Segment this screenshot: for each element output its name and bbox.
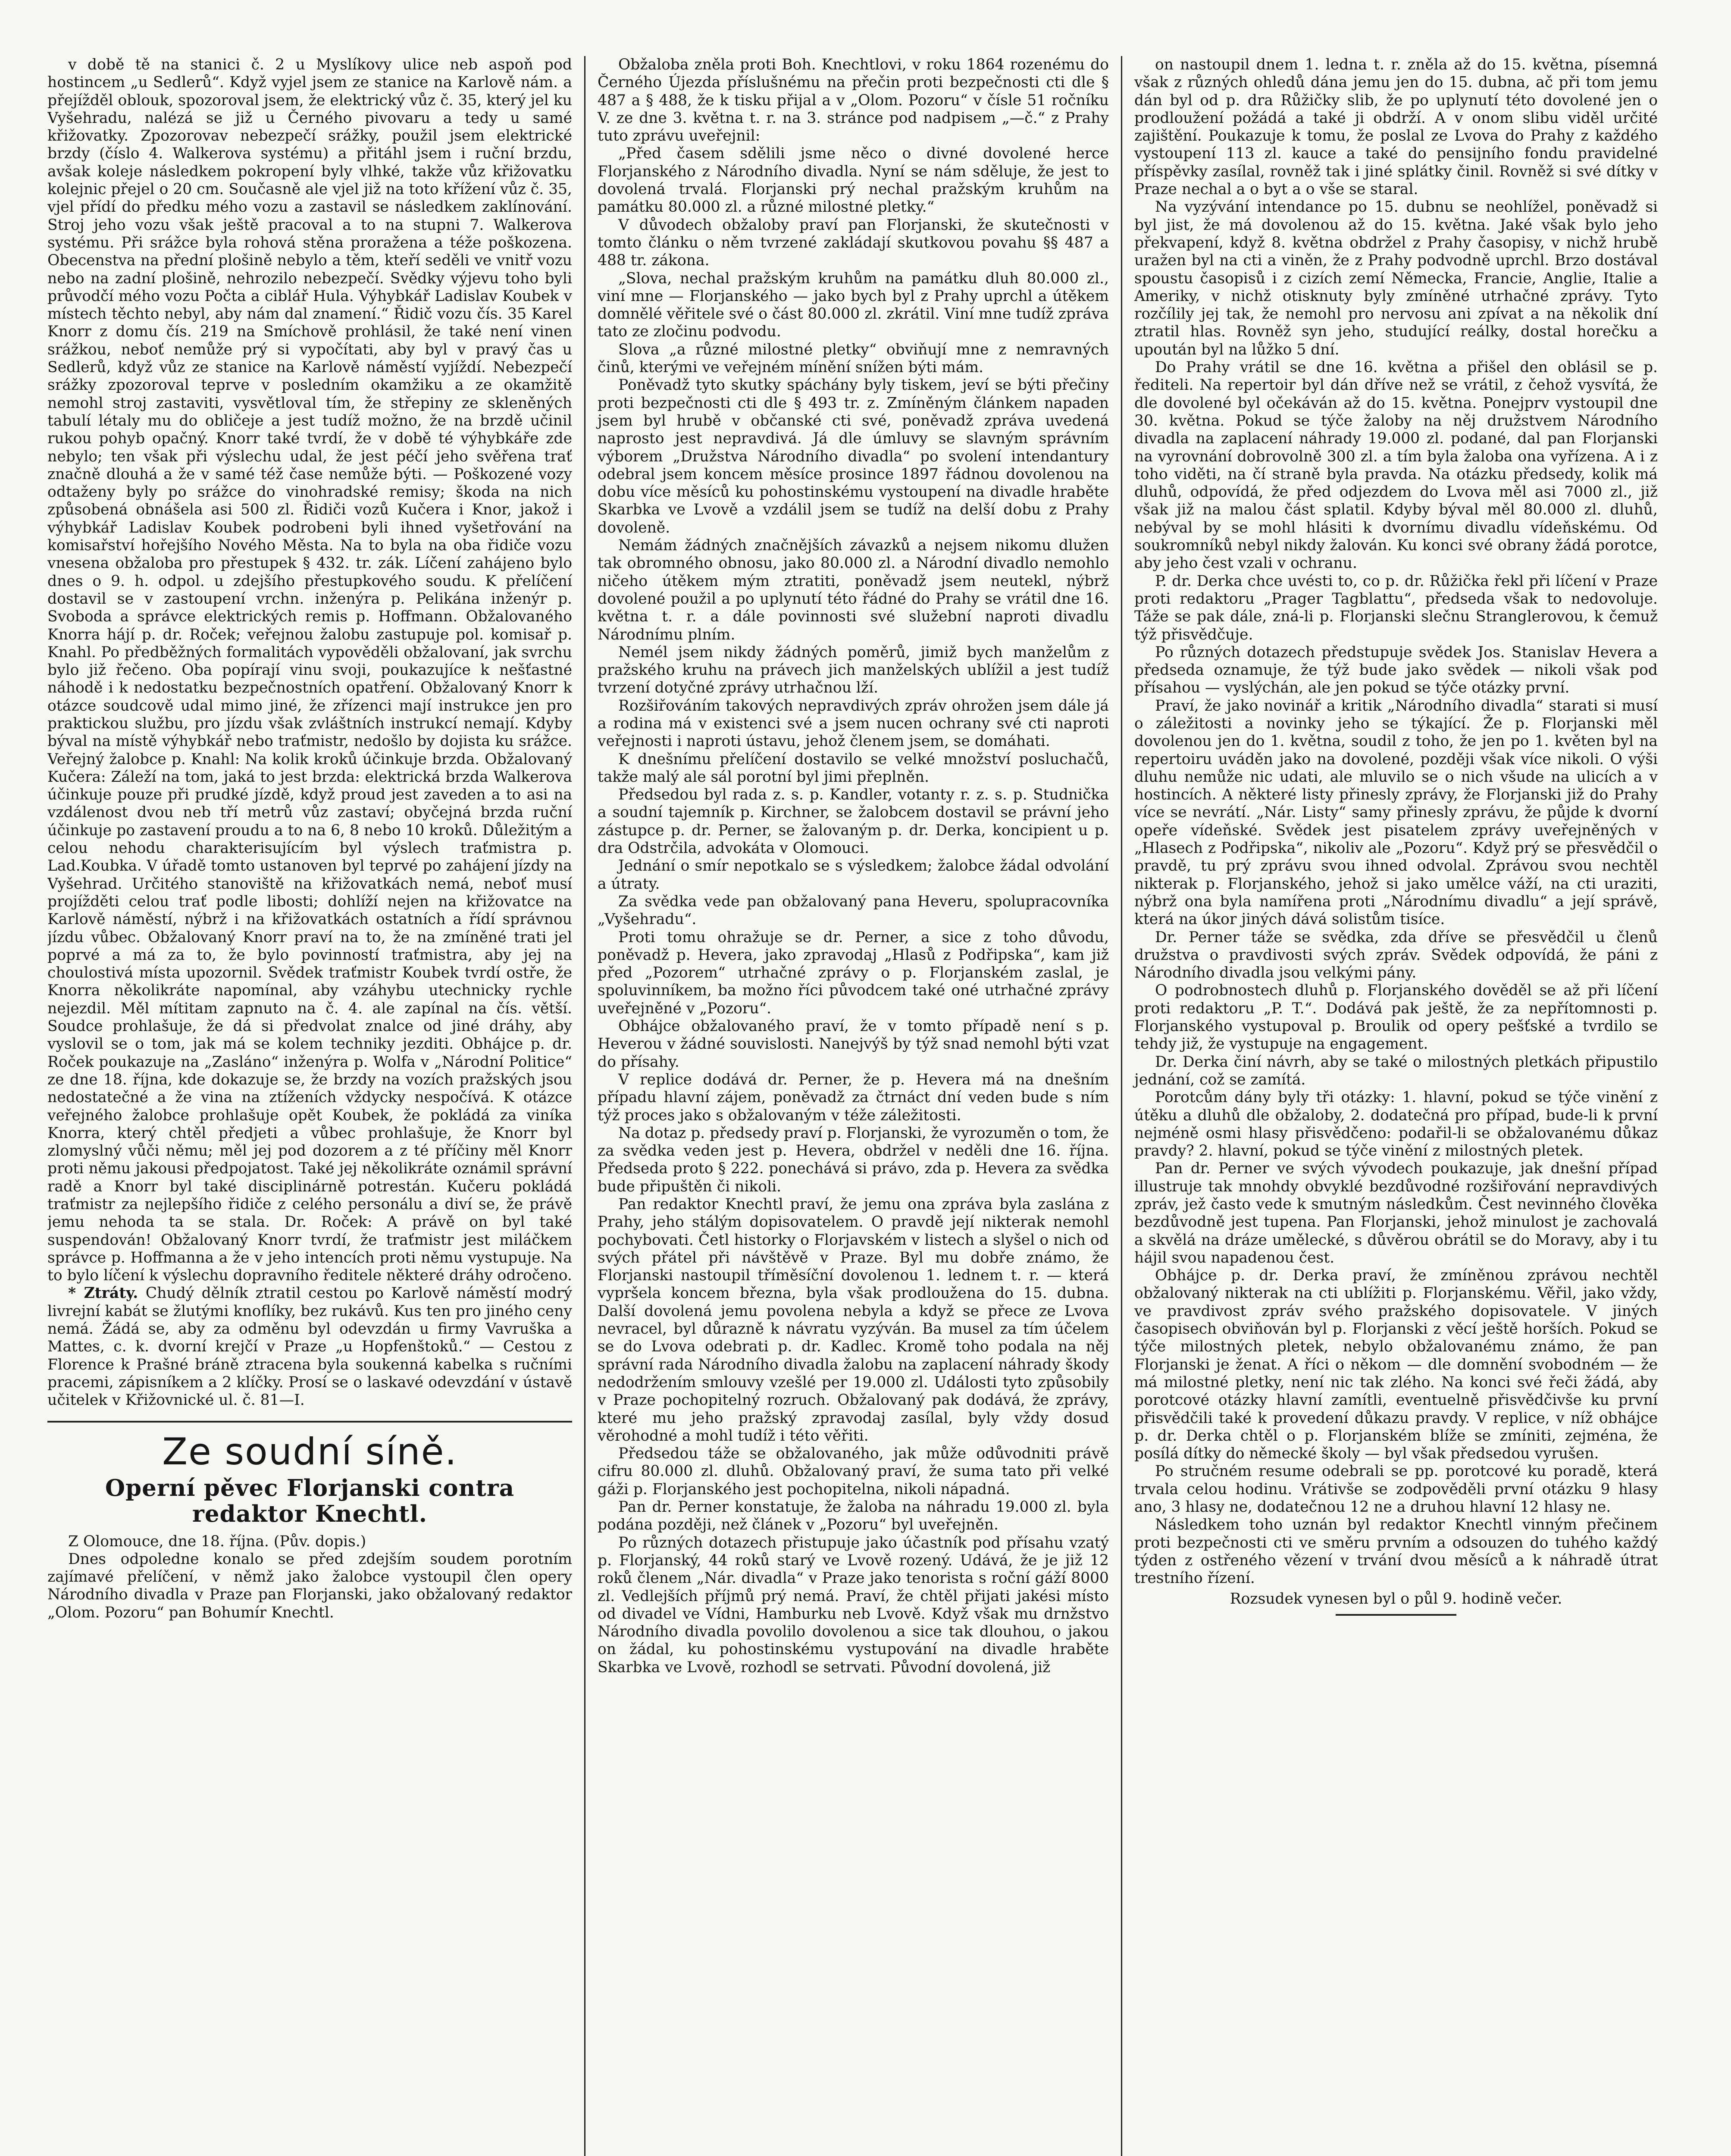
column-3 bbox=[1121, 56, 1658, 2156]
paragraph: Po různých dotazech předstupuje svědek Jos. Stanislav Hevera a předseda oznamuje, že týž bude jako svědek — nikoli však pod přísahou — vyslýchán, ale jen pokud se týče otázky první. bbox=[1134, 643, 1658, 697]
section-title: Ze soudní síně. bbox=[162, 1430, 457, 1473]
paragraph: Poněvadž tyto skutky spáchány byly tiskem, jeví se býti přečiny proti bezpečnosti cti dle § 493 tr. z. Zmíněným článkem napaden jsem byl hrubě v občanské cti své, poněvadž zpráva uvedená naprosto jest nepravdivá. Já dle úmluvy se slavným správním výborem „Družstva Národního divadla“ po svolení intendantury odebral jsem koncem měsíce prosince 1897 řádnou dovolenou na dobu více měsíců ku pohostinskému vystoupení na divadle hraběte Skarbka ve Lvově a vzdálil jsem se tudíž na delší dobu z Prahy dovoleně. bbox=[598, 376, 1109, 536]
paragraph: Pan redaktor Knechtl praví, že jemu ona zpráva byla zaslána z Prahy, jeho stálým dopisovatelem. O pravdě její nikterak nemohl pochybovati. Četl historky o Florjavském v listech a slyšel o nich od svých přátel při návštěvě v Praze. Byl mu dobře známo, že Florjanski nastoupil tříměsíční dovolenou 1. lednem t. r. — která vypršela koncem března, byla však prodloužena do 15. dubna. Další dovolená jemu povolena nebyla a když se přece ze Lvova nevracel, byl důrazně k návratu vyzýván. Ba musel za tím účelem se do Lvova odebrati p. dr. Kadlec. Kromě toho podala na něj správní rada Národního divadla žalobu na zaplacení náhrady škody nedodržením smlouvy vzešlé per 19.000 zl. Události tyto způsobily v Praze pochopitelný rozruch. Obžalovaný pak dodává, že zprávy, které mu jeho pražský zpravodaj zasílal, byly vždy dosud věrohodné a mohl tudíž i této věřiti. bbox=[598, 1196, 1109, 1445]
column-1 bbox=[47, 56, 584, 2156]
paragraph: Obhájce obžalovaného praví, že v tomto případě není s p. Heverou v žádné souvislosti. Nanejvýš by týž snad nemohl býti vzat do přísahy. bbox=[598, 1018, 1109, 1071]
paragraph: Na dotaz p. předsedy praví p. Florjanski, že vyrozuměn o tom, že za svědka veden jest p. Hevera, obdržel v neděli dne 16. října. Předseda proto § 222. ponechává si právo, zda p. Hevera za svědka bude připuštěn či nikoli. bbox=[598, 1124, 1109, 1195]
paragraph: Slova „a různé milostné pletky“ obviňují mne z nemravných činů, kterými ve veřejném mínění snížen býti mám. bbox=[598, 341, 1109, 376]
paragraph: „Slova, nechal pražským kruhům na památku dluh 80.000 zl., viní mne — Florjanského — jako bych byl z Prahy uprchl a útěkem domnělé věřitele své o část 80.000 zl. zkrátil. Viní mne tudíž zpráva tato ze zločinu podvodu. bbox=[598, 270, 1109, 341]
paragraph: K dnešnímu přelíčení dostavilo se velké množství posluchačů, takže malý ale sál porotní byl jimi přeplněn. bbox=[598, 750, 1109, 786]
paragraph: V důvodech obžaloby praví pan Florjanski, že skutečnosti v tomto článku o něm tvrzené zakládají skutkovou povahu §§ 487 a 488 tr. zákona. bbox=[598, 216, 1109, 270]
paragraph: Jednání o smír nepotkalo se s výsledkem; žalobce žádal odvolání a útraty. bbox=[598, 857, 1109, 893]
verdict-line: Rozsudek vynesen byl o půl 9. hodině večer. bbox=[1230, 1590, 1562, 1608]
paragraph: Praví, že jako novinář a kritik „Národního divadla“ starati si musí o záležitosti a novinky jeho se týkající. Že p. Florjanski měl dovolenou jen do 1. května, soudil z toho, že jen po 1. květen byl na repertoiru uváděn jako na dovolené, později však více nikoli. O výši dluhu nemůže nic udati, ale mluvilo se o nich všude na ulicích a v hostincích. A některé listy přinesly zprávy, že Florjanski již do Prahy více se nevrátí. „Nár. Listy“ samy přinesly zprávu, že půjde k dvorní opeře vídeňské. Svědek jest pisatelem zprávy uveřejněných v „Hlasech z Podřipska“, nikoliv ale „Pozoru“. Když prý se přesvědčil o pravdě, tu prý zprávu svou ihned odvolal. Zprávou svou nechtěl nikterak p. Florjanského, jehož si jako umělce váží, na cti uraziti, nýbrž ona byla namířena proti „Národnímu divadlu“ a její správě, která na úkor jiných dává solistům tisíce. bbox=[1134, 697, 1658, 928]
paragraph: Dr. Derka činí návrh, aby se také o milostných pletkách připustilo jednání, což se zamítá. bbox=[1134, 1053, 1658, 1088]
column-2 bbox=[584, 56, 1121, 2156]
paragraph: Za svědka vede pan obžalovaný pana Heveru, spolupracovníka „Vyšehradu“. bbox=[598, 893, 1109, 928]
paragraph: Na vyzývání intendance po 15. dubnu se neohlížel, poněvadž si byl jist, že má dovolenou až do 15. května. Jaké však bylo jeho překvapení, když 8. května obdržel z Prahy časopisy, v nichž hrubě uražen byl na cti a viněn, že z Prahy podvodně uprchl. Brzo dostával spoustu časopisů i z cizích zemí Německa, Francie, Anglie, Italie a Ameriky, v nichž otisknuty byly zmíněné utrhačné zprávy. Tyto rozčílily jej tak, že nemohl pro nervosu ani zpívat a na několik dní ztratil hlas. Rovněž syn jeho, studující reálky, dostal horečku a upoután byl na lůžko 5 dní. bbox=[1134, 198, 1658, 358]
end-rule bbox=[1336, 1614, 1456, 1616]
paragraph: Po stručném resume odebrali se pp. porotcové ku poradě, která trvala celou hodinu. Vrátivše se zodpověděli první otázku 9 hlasy ano, 3 hlasy ne, dodatečnou 12 ne a druhou hlavní 12 hlasy ne. bbox=[1134, 1463, 1658, 1516]
lost-items-notice bbox=[47, 1285, 572, 1409]
paragraph: Pan dr. Perner ve svých vývodech poukazuje, jak dnešní případ illustruje tak mnohdy obvyklé bezdůvodné rozšiřování nepravdivých zpráv, jež často vede k smutným následkům. Čest nevinného člověka bezdůvodně jest tupena. Pan Florjanski, jehož minulost je zachovalá a skvělá na dráze umělecké, s důvěrou obrátil se do Moravy, aby i tu hájil svou napadenou čest. bbox=[1134, 1160, 1658, 1266]
paragraph: O podrobnostech dluhů p. Florjanského dověděl se až při líčení proti redaktoru „P. T.“. Dodává pak ještě, že za nepřítomnosti p. Florjanského vystupoval p. Broulik od opery pešťské a tvrdilo se tehdy již, že vystupuje na engagement. bbox=[1134, 982, 1658, 1053]
article-headline: Operní pěvec Florjanski contra redaktor Knechtl. bbox=[105, 1474, 515, 1527]
paragraph: Nemám žádných značnějších závazků a nejsem nikomu dlužen tak obromného obnosu, jako 80.000 zl. a Národní divadlo nemohlo ničeho útěkem mým ztratiti, poněvadž jsem neutekl, nýbrž dovolené použil a po uplynutí této řádné do Prahy se vrátil dne 16. května t. r. a dále povinnosti své služební naproti divadlu Národnímu plním. bbox=[598, 537, 1109, 643]
paragraph: Předsedou byl rada z. s. p. Kandler, votanty r. z. s. p. Studnička a soudní tajemník p. Kirchner, se žalobcem dostavil se právní jeho zástupce p. dr. Perner, se žalovaným p. dr. Derka, koncipient u p. dra Odstrčila, advokáta v Olomouci. bbox=[598, 786, 1109, 857]
paragraph: Předsedou táže se obžalovaného, jak může odůvodniti právě cifru 80.000 zl. dluhů. Obžalovaný praví, že suma tato při velké gáži p. Florjanského jest pochopitelna, nikoli nápadná. bbox=[598, 1445, 1109, 1498]
paragraph: Dr. Perner táže se svědka, zda dříve se přesvědčil u členů družstva o pravdivosti svých zpráv. Svědek odpovídá, že páni z Národního divadla jsou velkými pány. bbox=[1134, 928, 1658, 982]
paragraph: P. dr. Derka chce uvésti to, co p. dr. Růžička řekl při líčení v Praze proti redaktoru „Prager Tagblattu“, předseda však to nedovoluje. Táže se pak dále, zná-li p. Florjanski slečnu Stranglerovou, k čemuž týž přisvědčuje. bbox=[1134, 572, 1658, 643]
paragraph: Rozšiřováním takových nepravdivých zpráv ohrožen jsem dále já a rodina má v existenci své a jsem nucen ochrany své cti naproti veřejnosti i naproti ústavu, jehož členem jsem, se domáhati. bbox=[598, 697, 1109, 750]
paragraph: Obžaloba zněla proti Boh. Knechtlovi, v roku 1864 rozenému do Černého Újezda příslušnému na přečin proti bezpečnosti cti dle § 487 a § 488, že k tisku přijal a v „Olom. Pozoru“ v čísle 51 ročníku V. ze dne 3. května t. r. na 3. stránce pod nadpisem „—č.“ z Prahy tuto zprávu uveřejnil: bbox=[598, 56, 1109, 145]
lost-items-heading: * Ztráty. bbox=[68, 1285, 138, 1302]
paragraph: Obhájce p. dr. Derka praví, že zmíněnou zprávou nechtěl obžalovaný nikterak na cti ublížiti p. Florjanskému. Věřil, jako vždy, ve pravdivost zpráv svého pražského dopisovatele. V jiných časopisech obviňován byl p. Florjanski z věcí ještě horších. Pokud se týče milostných pletek, nebylo obžalovanému známo, že pan Florjanski je ženat. A říci o někom — dle domnění svobodném — že má milostné pletky, není nic tak zlého. Na konci své řeči žádá, aby porotcové otázky hlavní zamítli, eventuelně přisvědčivše ku první přisvědčili také k provedení důkazu pravdy. V replice, v níž obhájce p. dr. Derka chtěl o p. Florjanském blíže se zmíniti, zejména, že posílá dítky do německé školy — byl však předsedou vyrušen. bbox=[1134, 1267, 1658, 1463]
section-divider bbox=[47, 1421, 572, 1423]
paragraph: V replice dodává dr. Perner, že p. Hevera má na dnešním případu hlavní zájem, poněvadž za čtrnáct dní veden bude s ním týž proces jako s obžalovaným v téže záležitosti. bbox=[598, 1071, 1109, 1124]
paragraph: Proti tomu ohražuje se dr. Perner, a sice z toho důvodu, poněvadž p. Hevera, jako zpravodaj „Hlasů z Podřipska“, kam již před „Pozorem“ utrhačné zprávy o p. Florjanském zaslal, je spoluvinníkem, ba možno říci původcem také oné utrhačné zprávy uveřejněné v „Pozoru“. bbox=[598, 928, 1109, 1017]
paragraph: Nemél jsem nikdy žádných poměrů, jimiž bych manželům z pražského kruhu na právech jich manželských ublížil a jest tudíž tvrzení dotyčné zprávy utrhačnou lží. bbox=[598, 643, 1109, 697]
paragraph: Po různých dotazech přistupuje jako účastník pod přísahu vzatý p. Florjanský, 44 roků starý ve Lvově rozený. Udává, že je již 12 roků členem „Nár. divadla“ v Praze jako tenorista s roční gáží 8000 zl. Vedlejších příjmů prý nemá. Praví, že chtěl přijati jakési místo od divadel ve Vídni, Hamburku neb Lvově. Když však mu drnžstvo Národního divadla povolilo dovolenou a sice tak dlouhou, o jakou on žádal, ku pohostinskému vystupování na divadle hraběte Skarbka ve Lvově, rozhodl se setrvati. Původní dovolená, již bbox=[598, 1534, 1109, 1676]
paragraph: on nastoupil dnem 1. ledna t. r. zněla až do 15. května, písemná však z různých ohledů dána jemu jen do 15. dubna, ač při tom jemu dán byl od p. dra Růžičky slib, že po uplynutí této dovolené jen o prodloužení požádá a také ji obdrží. A v onom slibu viděl určité zajištění. Poukazuje k tomu, že poslal ze Lvova do Prahy z každého vystoupení 113 zl. kauce a také do pensijního fondu pravidelné příspěvky zasílal, rovněž tak i jiné splátky činil. Rovněž si své dítky v Praze nechal a o byt a o vše se staral. bbox=[1134, 56, 1658, 198]
paragraph: Do Prahy vrátil se dne 16. května a přišel den oblásil se p. řediteli. Na repertoir byl dán dříve než se vrátil, z čehož vysvítá, že dle dovolené byl očekáván až do 15. května. Ponejprv vystoupil dne 30. května. Pokud se týče žaloby na něj družstvem Národního divadla na zaplacení náhrady 19.000 zl. podané, dal pan Florjanski na vyrovnání dobrovolně 300 zl. a tím byla žaloba ona vyřízena. A i z toho viděti, na čí straně byla pravda. Na otázku předsedy, kolik má dluhů, odpovídá, že před odjezdem do Lvova měl asi 7000 zl., již však již na malou část splatil. Kdyby býval měl 80.000 zl. dluhů, nebýval by se mohl hlásiti k dvornímu divadlu vídeňskému. Od soukromníků nebyl nikdy žalován. Ku konci své obrany žádá porotce, aby jeho čest vzali v ochranu. bbox=[1134, 359, 1658, 572]
paragraph: Následkem toho uznán byl redaktor Knechtl vinným přečinem proti bezpečnosti cti ve směru prvním a odsouzen do tuhého každý týden z ostřeného vězení v trvání dvou měsíců a k náhradě útrat trestního řízení. bbox=[1134, 1516, 1658, 1587]
paragraph: Porotcům dány byly tři otázky: 1. hlavní, pokud se týče vinění z útěku a dluhů dle obžaloby, 2. dodatečná pro případ, bude-li k první nejméně osmi hlasy přisvědčeno: podařil-li se obžalovanému důkaz pravdy? 2. hlavní, pokud se týče vinění z milostných pletek. bbox=[1134, 1089, 1658, 1160]
paragraph: „Před časem sdělili jsme něco o divné dovolené herce Florjanského z Národního divadla. Nyní se nám sděluje, že jest to dovolená trvalá. Florjanski prý nechal pražským kruhům na památku 80.000 zl. a různé milostné pletky.“ bbox=[598, 145, 1109, 216]
dateline: Z Olomouce, dne 18. října. (Pův. dopis.) bbox=[68, 1532, 366, 1550]
article-intro: Dnes odpoledne konalo se před zdejším soudem porotním zajímavé přelíčení, v němž jako žalobce vystoupil člen opery Národního divadla v Praze pan Florjanski, jako obžalovaný redaktor „Olom. Pozoru“ pan Bohumír Knechtl. bbox=[47, 1550, 572, 1621]
tram-collision-report: v době tě na stanici č. 2 u Myslíkovy ulice neb aspoň pod hostincem „u Sedlerů“. Když vyjel jsem ze stanice na Karlově nám. a přejížděl oblouk, spozoroval jsem, že elektrický vůz č. 35, který jel ku Vyšehradu, nalézá se již u Černého pivovaru a tedy u samé křižovatky. Zpozorovav nebezpečí srážky, použil jsem elektrické brzdy (číslo 4. Walkerova systému) a přitáhl jsem i ruční brzdu, avšak koleje následkem pokropení byly vlhké, takže vůz křižovatku kolejnic přejel o 20 cm. Současně ale vjel již na toto křížení vůz č. 35, vjel přídí do předku mého vozu a zastavil se následkem zaklínování. Stroj jeho vozu však ještě pracoval a to na stupni 7. Walkerova systému. Při srážce byla rohová stěna proražena a téže poškozena. Obecenstva na přední plošině nebylo a těm, kteří seděli ve vnitř vozu nebo na zadní plošině, nehrozilo nebezpečí. Svědky výjevu toho byli průvodčí mého vozu Počta a ciblář Hula. Výhybkář Ladislav Koubek v místech těchto nebyl, aby nám dal znamení.“ Řidič vozu čís. 35 Karel Knorr z domu čís. 219 na Smíchově prohlásil, že také není vinen srážkou, neboť nemůže prý si vypočítati, aby byl v pravý čas u Sedlerů, když vůz ze stanice na Karlově náměstí vyjíždí. Nebezpečí srážky zpozoroval teprve v posledním okamžiku a ze okamžitě nemohl stroj zastaviti, vysvětloval tím, že střepiny ze skleněných tabulí létaly mu do obličeje a jest tudíž možno, že na brzdě učinil rukou pohyb opačný. Knorr také tvrdí, že v době té výhybkáře zde nebylo; ten však při výslechu udal, že jest péčí jeho svěřena trať značně dlouhá a že v samé též čase nemůže býti. — Poškozené vozy odtaženy byly po srážce do vinohradské remisy; škoda na nich způsobená obnášela asi 500 zl. Řidiči vozů Kučera i Knor, jakož i výhybkář Ladislav Koubek podrobeni byli ihned vyšetřování na komisařství hořejšího Nového Města. Na to byla na oba řidiče vozu vnesena obžaloba pro přestupek § 432. tr. zák. Líčení zahájeno bylo dnes o 9. h. odpol. u zdejšího přestupkového soudu. K přelíčení dostavil se v zastoupení vrchn. inženýra p. Pelikána inženýr p. Svoboda a správce elektrických remis p. Hoffmann. Obžalovaného Knorra hájí p. dr. Roček; veřejnou žalobu zastupuje pol. komisař p. Knahl. Po předběžných formalitách vypověděli obžalovaní, jak svrchu bylo již řečeno. Oba popírají vinu svoji, poukazujíce k nešťastné náhodě i k nedostatku bezpečnostních opatření. Obžalovaný Knorr k otázce soudcově udal mimo jiné, že zřízenci mají instrukce jen pro praktickou službu, pro jízdu však zvláštních instrukcí nemají. Kdyby býval na místě výhybkář nebo traťmistr, nedošlo by dojista ku srážce. Veřejný žalobce p. Knahl: Na kolik kroků účinkuje brzda. Obžalovaný Kučera: Záleží na tom, jaká to jest brzda: elektrická brzda Walkerova účinkuje pouze při prudké jízdě, když proud jest zaveden a to asi na vzdálenost dvou neb tří metrů vůz zastaví; obyčejná brzda ruční účinkuje po zastavení proudu a to na 6, 8 nebo 10 kroků. Důležitým a celou nehodu charakterisujícím byl výslech traťmistra p. Lad.Koubka. V úřadě tomto ustanoven byl teprvé po zahájení jízdy na Vyšehrad. Určitého stanoviště na křižovatkách nemá, neboť musí projížděti celou trať podle libosti; dohlíží nejen na křižovatce na Karlově náměstí, nýbrž i na křižovatkách ostatních a řídí správnou jízdu vůbec. Obžalovaný Knorr praví na to, že na zmíněné trati jel poprvé a má za to, že bylo povinností traťmistra, aby jej na choulostivá místa upozornil. Svědek traťmistr Koubek tvrdí ostře, že Knorra několikráte napomínal, aby vzáhybu utechnicky rychle nejezdil. Měl mítitam zapnuto na č. 4. ale zapínal na čís. větší. Soudce prohlašuje, že dá si předvolat znalce od jiné dráhy, aby vyslovil se o tom, jak má se kolem techniky jezditi. Obhájce p. dr. Roček poukazuje na „Zasláno“ inženýra p. Wolfa v „Národní Politice“ ze dne 18. října, kde dokazuje se, že brzdy na vozích pražských jsou nedostatečné a že vina na ztíženích vždycky nespočívá. K otázce veřejného žalobce prohlašuje opět Koubek, že pokládá za viníka Knorra, který chtěl předjeti a vůbec prohlašuje, že Knorr byl zlomyslný vůči němu; měl jej pod dozorem a z té příčiny měl Knorr proti němu jakousi předpojatost. Také jej několikráte oznámil správní radě a Knorr byl také disciplinárně potrestán. Kučeru pokládá traťmistr za nejlepšího řidiče z celého personálu a diví se, že právě jemu nehoda ta se stala. Dr. Roček: A právě on byl také suspendován! Obžalovaný Knorr tvrdí, že traťmistr jest miláčkem správce p. Hoffmanna a že v jeho intencích proti němu vystupuje. Na to bylo líčení k výslechu dopravního ředitele některé dráhy odročeno. bbox=[47, 56, 572, 1285]
columns bbox=[47, 56, 1690, 2156]
lost-items-text: Chudý dělník ztratil cestou po Karlově náměstí modrý livrejní kabát se žlutými knoflíky, bez rukávů. Kus ten pro jiného ceny nemá. Žádá se, aby za odměnu byl odevzdán u firmy Vavruška a Mattes, c. k. dvorní krejčí v Praze „u Hopfenštoků.“ — Cestou z Florence k Prašné bráně ztracena byla soukenná kabelka s ručními pracemi, zápisníkem a 2 klíčky. Prosí se o laskavé odevzdání v ústavě učitelek v Křižovnické ul. č. 81—I. bbox=[47, 1285, 572, 1409]
paragraph: Pan dr. Perner konstatuje, že žaloba na náhradu 19.000 zl. byla podána později, než článek v „Pozoru“ byl uveřejněn. bbox=[598, 1498, 1109, 1534]
